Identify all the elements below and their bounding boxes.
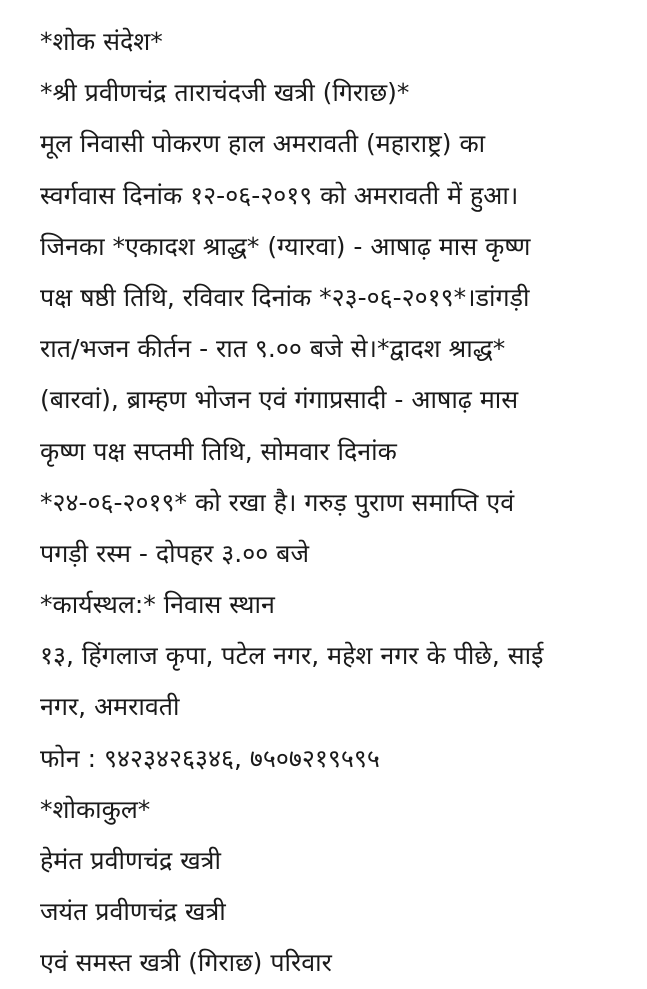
message-line: (बारवां), ब्राम्हण भोजन एवं गंगाप्रसादी - आषाढ़ मास bbox=[40, 385, 519, 415]
message-line: पक्ष षष्ठी तिथि, रविवार दिनांक *२३-०६-२०१९*।डांगड़ी bbox=[40, 282, 530, 312]
message-line: मूल निवासी पोकरण हाल अमरावती (महाराष्ट्र) का bbox=[40, 129, 486, 159]
message-line: रात/भजन कीर्तन - रात ९.०० बजे से।*द्वादश श्राद्ध* bbox=[40, 334, 506, 364]
message-line: कृष्ण पक्ष सप्तमी तिथि, सोमवार दिनांक bbox=[40, 436, 397, 466]
venue-heading: *कार्यस्थल:* निवास स्थान bbox=[40, 590, 275, 620]
venue-address: नगर, अमरावती bbox=[40, 692, 180, 722]
condolence-message bbox=[40, 16, 640, 989]
deceased-name: *श्री प्रवीणचंद्र ताराचंदजी खत्री (गिराछ)* bbox=[40, 78, 410, 108]
message-line: *२४-०६-२०१९* को रखा है। गरुड़ पुराण समाप्ति एवं bbox=[40, 487, 515, 517]
family-line: एवं समस्त खत्री (गिराछ) परिवार bbox=[40, 948, 332, 978]
mourners-heading: *शोकाकुल* bbox=[40, 794, 151, 824]
mourner-name: हेमंत प्रवीणचंद्र खत्री bbox=[40, 846, 221, 875]
venue-address: १३, हिंगलाज कृपा, पटेल नगर, महेश नगर के पीछे, साई bbox=[40, 641, 544, 671]
message-heading: *शोक संदेश* bbox=[40, 27, 163, 56]
message-line: पगड़ी रस्म - दोपहर ३.०० बजे bbox=[40, 538, 310, 568]
message-line: जिनका *एकादश श्राद्ध* (ग्यारवा) - आषाढ़ मास कृष्ण bbox=[40, 231, 531, 261]
mourner-name: जयंत प्रवीणचंद्र खत्री bbox=[40, 897, 226, 927]
phone-numbers: फोन : ९४२३४२६३४६, ७५०७२१९५९५ bbox=[40, 743, 380, 773]
message-line: स्वर्गवास दिनांक १२-०६-२०१९ को अमरावती में हुआ। bbox=[40, 180, 519, 210]
